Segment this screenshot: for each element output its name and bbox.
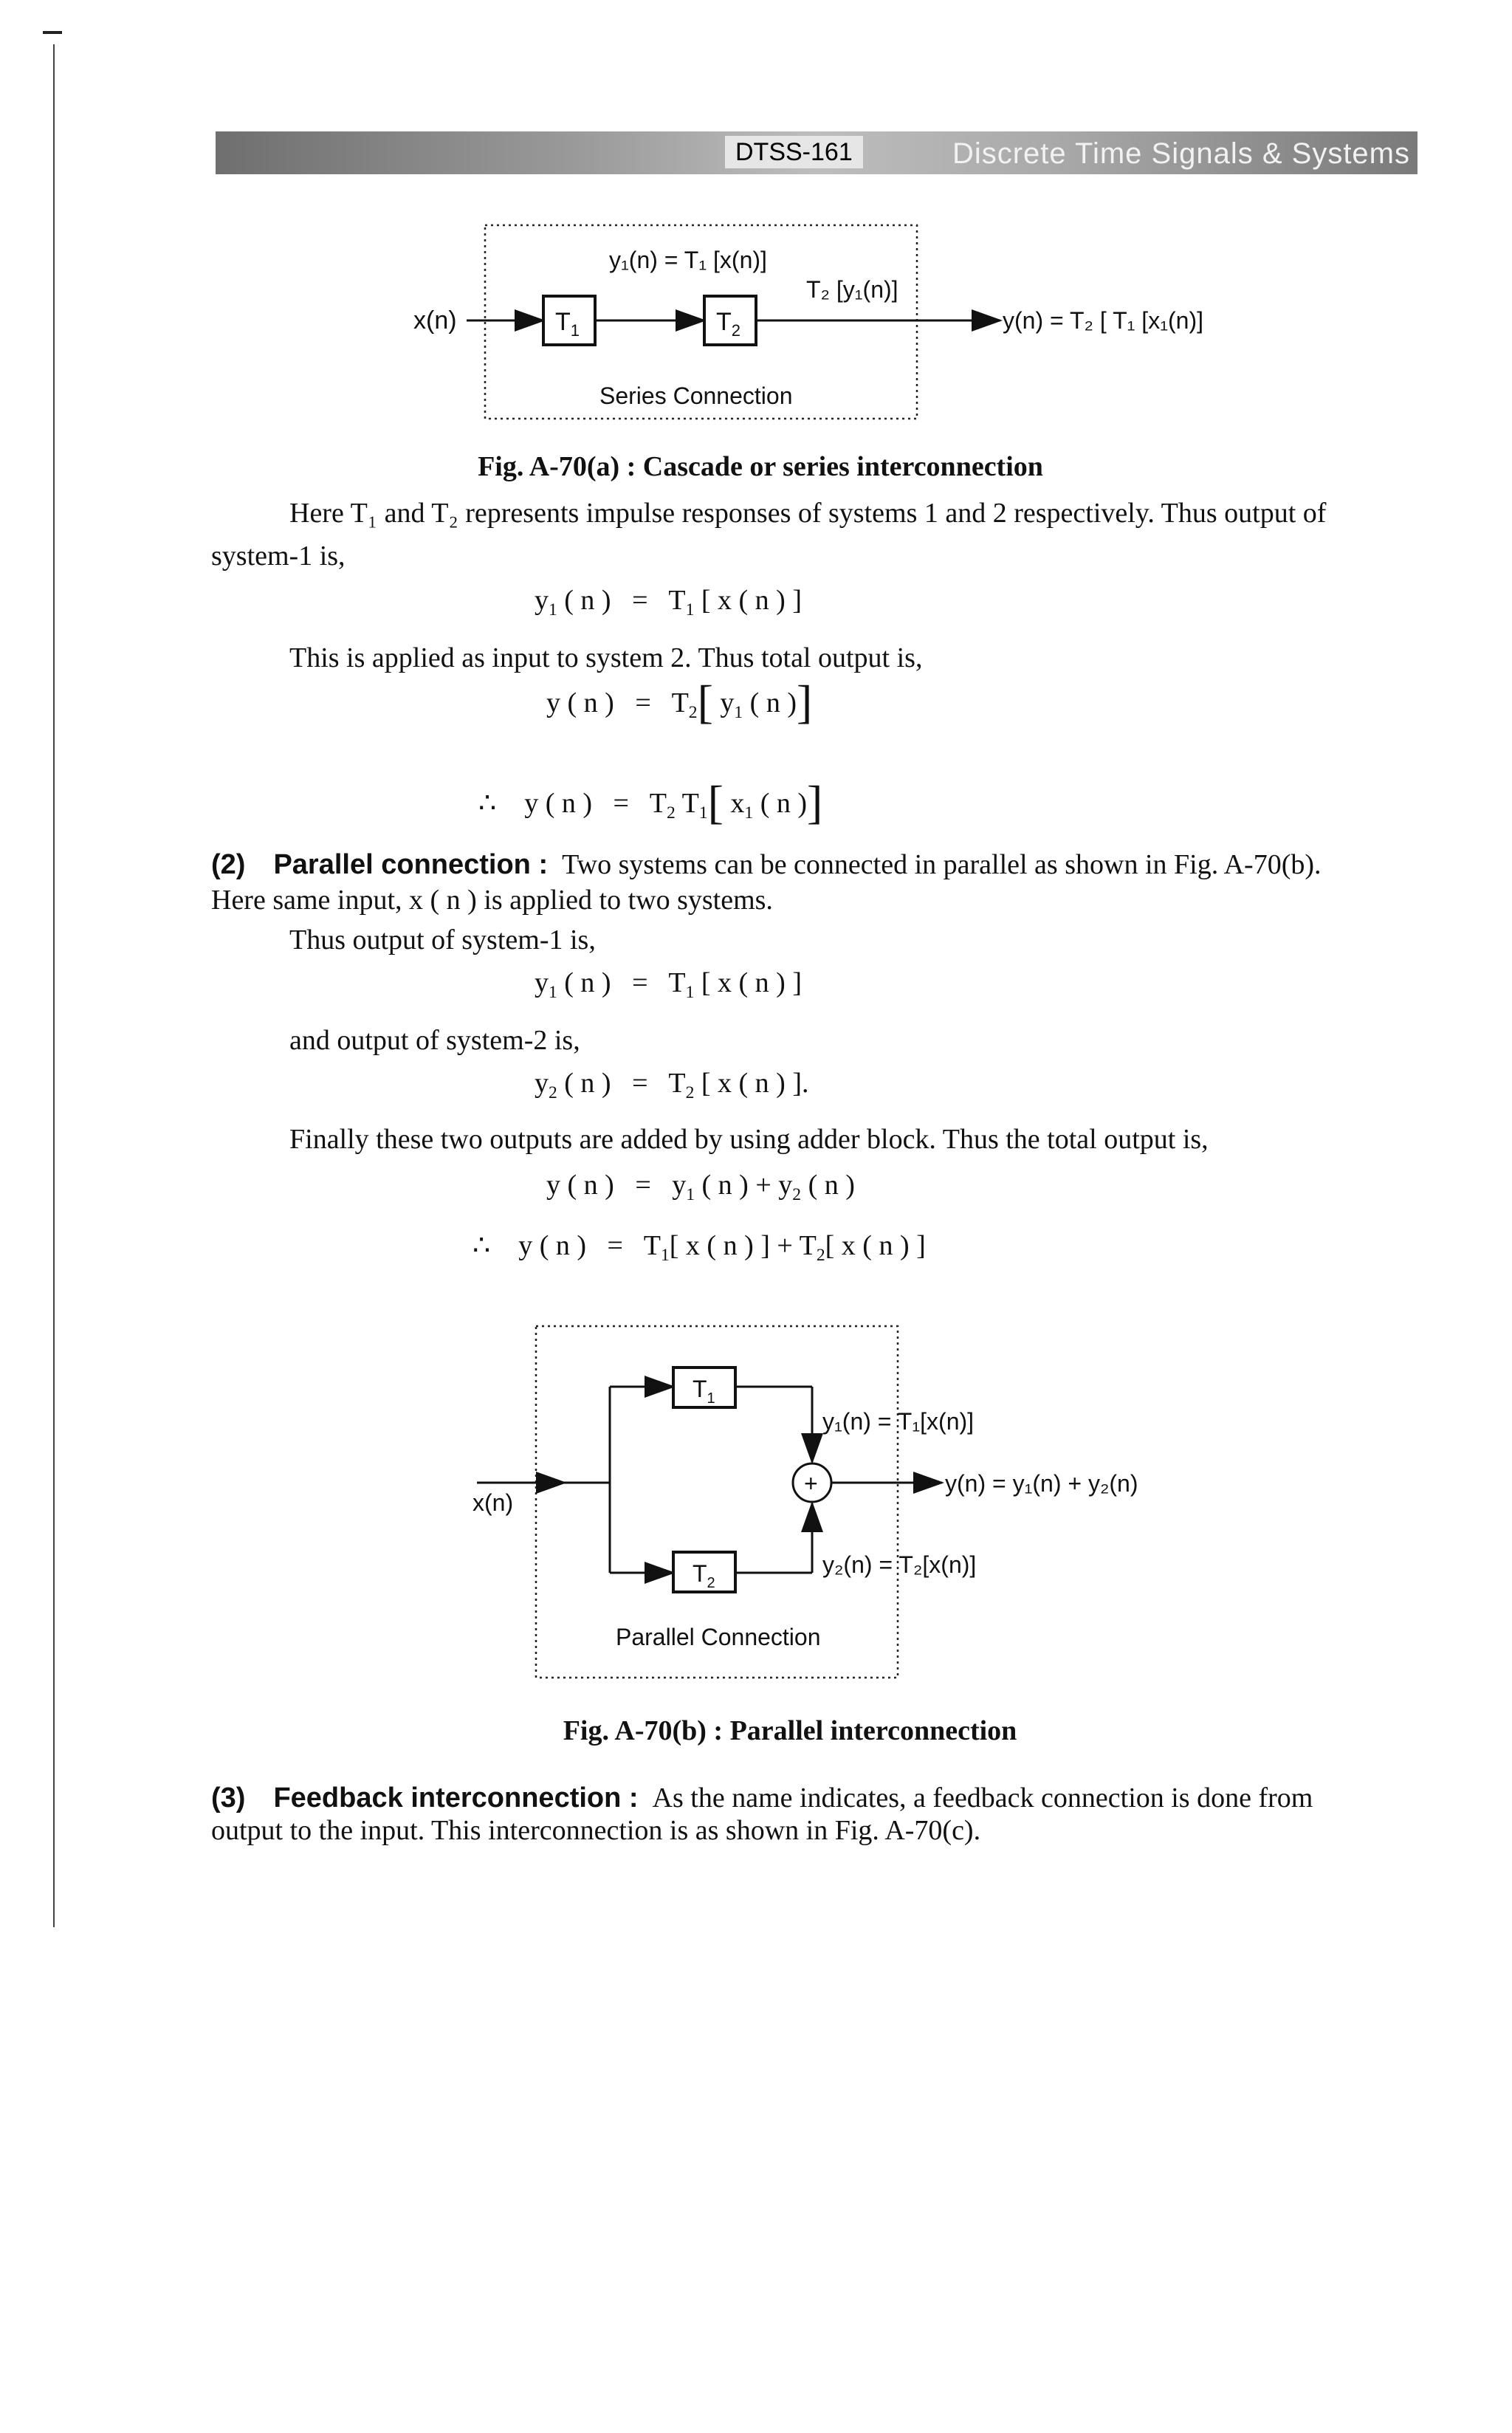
parallel-input-label: x(n) (472, 1489, 514, 1516)
section2-line4: and output of system-2 is, (289, 1025, 580, 1056)
para2: This is applied as input to system 2. Thus total output is, (289, 642, 923, 673)
section2-number: (2) (211, 849, 246, 880)
equation-1: $y_1$ ( n ) = $T_1$ [ x ( n ) ] (535, 585, 802, 620)
parallel-output-label: y(n) = y₁(n) + y₂(n) (945, 1470, 1138, 1497)
margin-rule (53, 44, 55, 1927)
section2-line5: Finally these two outputs are added by using adder block. Thus the total output is, (289, 1124, 1209, 1155)
page-code: DTSS-161 (725, 136, 863, 168)
series-input-label: x(n) (413, 306, 457, 334)
para1-line2: system-1 is, (211, 541, 346, 572)
page-header (216, 131, 1418, 174)
series-mid-label: y₁(n) = T₁ [x(n)] (609, 247, 767, 273)
series-output-label: y(n) = T₂ [ T₁ [x₁(n)] (1003, 307, 1203, 334)
equation-4: $y_1$ ( n ) = $T_1$ [ x ( n ) ] (535, 967, 802, 1003)
section2-line1: (2) Parallel connection : Two systems can be connected in parallel as shown in Fig. A-70(b). (211, 849, 1322, 880)
section2-line2: Here same input, x ( n ) is applied to two systems. (211, 885, 773, 916)
section3-line2: output to the input. This interconnection is as shown in Fig. A-70(c). (211, 1815, 981, 1846)
equation-5: $y_2$ ( n ) = $T_2$ [ x ( n ) ]. (535, 1068, 809, 1103)
fig-b-caption: Fig. A-70(b) : Parallel interconnection (563, 1715, 1017, 1746)
section2-line3: Thus output of system-1 is, (289, 924, 596, 955)
adder-symbol: + (804, 1470, 818, 1497)
section3-line1: (3) Feedback interconnection : As the name indicates, a feedback connection is done from (211, 1782, 1313, 1813)
equation-6: y ( n ) = $y_1$ ( n ) + $y_2$ ( n ) (546, 1170, 855, 1205)
fig-a-caption: Fig. A-70(a) : Cascade or series interconnection (478, 451, 1043, 482)
equation-2: y ( n ) = $T_2$[ $y_1$ ( n )] (546, 676, 813, 728)
parallel-block-t1-label: $T_1$ (693, 1376, 715, 1407)
series-box-label: Series Connection (599, 382, 793, 409)
parallel-connection-diagram (443, 1314, 1181, 1684)
series-mid-label-2: T₂ [y₁(n)] (806, 276, 898, 303)
equation-7: ∴ y ( n ) = $T_1$[ x ( n ) ] + $T_2$[ x ( n ) ] (472, 1230, 926, 1266)
margin-mark (43, 31, 62, 34)
section3-number: (3) (211, 1782, 246, 1813)
section3-title: Feedback interconnection : (273, 1782, 639, 1813)
section2-title: Parallel connection : (273, 849, 549, 880)
series-connection-diagram (399, 218, 1285, 432)
equation-3: ∴ y ( n ) = $T_2$ $T_1$[ $x_1$ ( n )] (478, 776, 823, 828)
series-block-t1-label: $T_1$ (555, 308, 580, 340)
parallel-block-t2-label: $T_2$ (693, 1560, 715, 1591)
para1-line1: Here T₁ and T₂ represents impulse responses of systems 1 and 2 respectively. Thus output of (289, 498, 1327, 529)
parallel-y2-label: y₂(n) = T₂[x(n)] (822, 1551, 977, 1578)
parallel-y1-label: y₁(n) = T₁[x(n)] (822, 1408, 975, 1435)
parallel-box-label: Parallel Connection (616, 1624, 821, 1650)
series-block-t2-label: $T_2$ (716, 308, 741, 340)
header-title: Discrete Time Signals & Systems (952, 137, 1410, 170)
